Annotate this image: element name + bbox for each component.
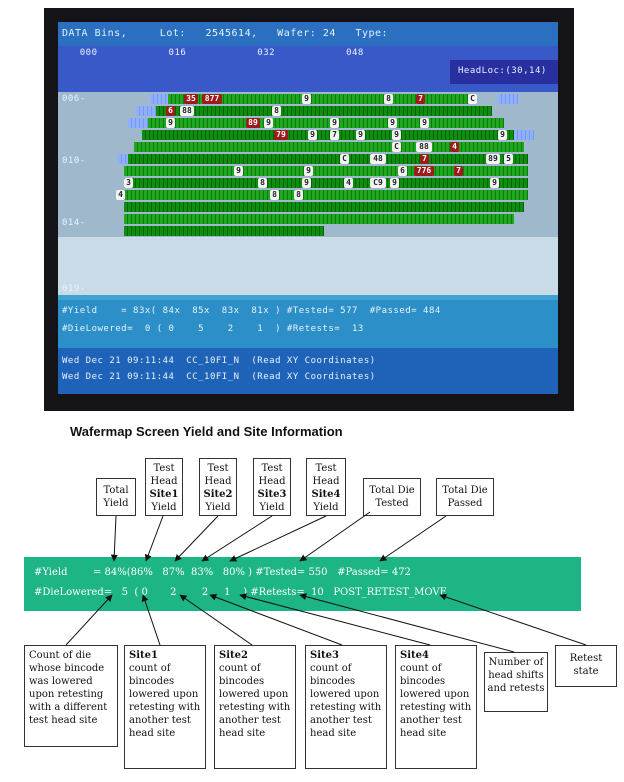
screen-dielowered-line: #DieLowered= 0 ( 0 5 2 1 ) #Retests= 13 [62, 324, 364, 334]
bin-code: 8 [384, 94, 393, 104]
bin-code: 9 [390, 178, 399, 188]
yield-info-bar [24, 557, 581, 611]
bin-code: 9 [234, 166, 243, 176]
label-line: Site3 [257, 489, 287, 500]
label-line: Passed [447, 498, 483, 509]
bin-code: 48 [370, 154, 386, 164]
screen-title-text: DATA Bins, Lot: 2545614, Wafer: 24 Type: [62, 28, 389, 39]
bin-code: C [340, 154, 349, 164]
label-line: Total Die [442, 485, 488, 496]
label-line: Head [258, 476, 286, 487]
label-line: Test [315, 463, 337, 474]
wafer-map-empty-area [58, 237, 558, 295]
row-label: 019- [62, 284, 86, 294]
label-line: Yield [259, 502, 285, 513]
label-line: Head [204, 476, 232, 487]
label-site3-lowered [305, 645, 387, 769]
bin-code: C9 [370, 178, 386, 188]
label-title: Site1 [129, 650, 158, 661]
bin-code: 89 [486, 154, 500, 164]
die-row-edge [514, 130, 534, 140]
label-line: Head [312, 476, 340, 487]
bin-code: 89 [246, 118, 260, 128]
label-title: Site2 [219, 650, 248, 661]
bin-code: 35 [184, 94, 198, 104]
label-title: Site3 [310, 650, 339, 661]
die-row-edge [150, 94, 168, 104]
die-row [124, 166, 528, 176]
monitor-photo [44, 8, 574, 411]
label-site4-yield [306, 458, 346, 516]
label-line: Yield [151, 502, 177, 513]
bin-code: 9 [308, 130, 317, 140]
label-site2-lowered [214, 645, 296, 769]
bin-code: 8 [270, 190, 279, 200]
die-row-edge [136, 106, 156, 116]
bin-code: C [468, 94, 477, 104]
bin-code: 7 [416, 94, 425, 104]
bin-code: 9 [166, 118, 175, 128]
bin-code: 4 [344, 178, 353, 188]
bin-code: 9 [302, 178, 311, 188]
label-site1-lowered [124, 645, 206, 769]
bin-code: 7 [454, 166, 463, 176]
bin-code: 7 [420, 154, 429, 164]
bin-code: 8 [258, 178, 267, 188]
die-row [134, 142, 524, 152]
bin-code: 9 [302, 94, 311, 104]
bin-code: 9 [264, 118, 273, 128]
bin-code: 88 [180, 106, 194, 116]
bin-code: 776 [414, 166, 434, 176]
figure-caption: Wafermap Screen Yield and Site Information [70, 424, 343, 439]
label-site4-lowered [395, 645, 477, 769]
die-row [124, 202, 524, 212]
bin-code: 9 [392, 130, 401, 140]
bin-code: 9 [388, 118, 397, 128]
label-site3-yield [253, 458, 291, 516]
label-line: Test [207, 463, 229, 474]
label-line: Yield [205, 502, 231, 513]
bin-code: 7 [330, 130, 339, 140]
dielowered-line: #DieLowered= 5 ( 0 2 2 1 ) #Retests= 10 POST_RETEST_MOVE [34, 587, 447, 598]
bin-code: 9 [304, 166, 313, 176]
ruler-columns: 000 016 032 048 [62, 48, 364, 58]
bin-code: 79 [274, 130, 288, 140]
label-line: Site4 [311, 489, 341, 500]
die-row-edge [128, 118, 148, 128]
row-label: 014- [62, 218, 86, 228]
label-title: Site4 [400, 650, 429, 661]
label-text: count of bincodes lowered upon retesting with another test head site [219, 663, 291, 739]
die-row [142, 130, 514, 140]
die-row [124, 190, 528, 200]
die-row [124, 226, 324, 236]
label-line: Yield [313, 502, 339, 513]
label-site2-yield [199, 458, 237, 516]
label-total-passed [436, 478, 494, 516]
die-row [124, 214, 514, 224]
label-line: Total Die [369, 485, 415, 496]
die-row [124, 178, 528, 188]
label-line: Site1 [149, 489, 179, 500]
die-row [156, 106, 492, 116]
label-die-lowered: Count of die whose bincode was lowered upon retesting with a different test head site [24, 645, 118, 747]
bin-code: 88 [416, 142, 432, 152]
bin-code: C [392, 142, 401, 152]
yield-line: #Yield = 84%(86% 87% 83% 80% ) #Tested= 550 #Passed= 472 [34, 567, 411, 578]
label-line: Tested [375, 498, 409, 509]
log-line: Wed Dec 21 09:11:44 CC_10FI_N (Read XY Coordinates) [62, 372, 376, 382]
label-line: Yield [103, 498, 129, 509]
die-row-edge [118, 154, 128, 164]
bin-code: 9 [420, 118, 429, 128]
bin-code: 9 [330, 118, 339, 128]
label-text: count of bincodes lowered upon retesting with another test head site [310, 663, 382, 739]
label-line: Site2 [203, 489, 233, 500]
bin-code: 877 [202, 94, 222, 104]
screen-log-area [58, 348, 558, 394]
die-row [128, 154, 528, 164]
label-total-tested [363, 478, 421, 516]
label-site1-yield [145, 458, 183, 516]
bin-code: 3 [124, 178, 133, 188]
bin-code: 9 [490, 178, 499, 188]
bin-code: 8 [272, 106, 281, 116]
bin-code: 6 [398, 166, 407, 176]
label-retest-state: Retest state [555, 645, 617, 687]
bin-code: 4 [116, 190, 125, 200]
label-text: count of bincodes lowered upon retesting with another test head site [400, 663, 472, 739]
label-line: Total [103, 485, 129, 496]
row-label: 006- [62, 94, 86, 104]
bin-code: 9 [498, 130, 507, 140]
screen-title-bar [58, 22, 558, 46]
die-row [148, 118, 504, 128]
bin-code: 6 [166, 106, 175, 116]
die-row-edge [498, 94, 518, 104]
wafermap-screen [58, 22, 558, 394]
label-line: Head [150, 476, 178, 487]
bin-code: 8 [294, 190, 303, 200]
row-label: 010- [62, 156, 86, 166]
head-location-panel [450, 60, 558, 84]
bin-code: 9 [356, 130, 365, 140]
label-retests: Number of head shifts and retests [484, 652, 548, 712]
label-line: Test [261, 463, 283, 474]
log-line: Wed Dec 21 09:11:44 CC_10FI_N (Read XY Coordinates) [62, 356, 376, 366]
bin-code: 4 [450, 142, 459, 152]
label-text: count of bincodes lowered upon retesting with another test head site [129, 663, 201, 739]
label-total-yield [96, 478, 136, 516]
head-location-text: HeadLoc:(30,14) [458, 66, 547, 76]
screen-status-area [58, 300, 558, 348]
bin-code: 5 [504, 154, 513, 164]
screen-yield-line: #Yield = 83x( 84x 85x 83x 81x ) #Tested= 577 #Passed= 484 [62, 306, 441, 316]
label-line: Test [153, 463, 175, 474]
